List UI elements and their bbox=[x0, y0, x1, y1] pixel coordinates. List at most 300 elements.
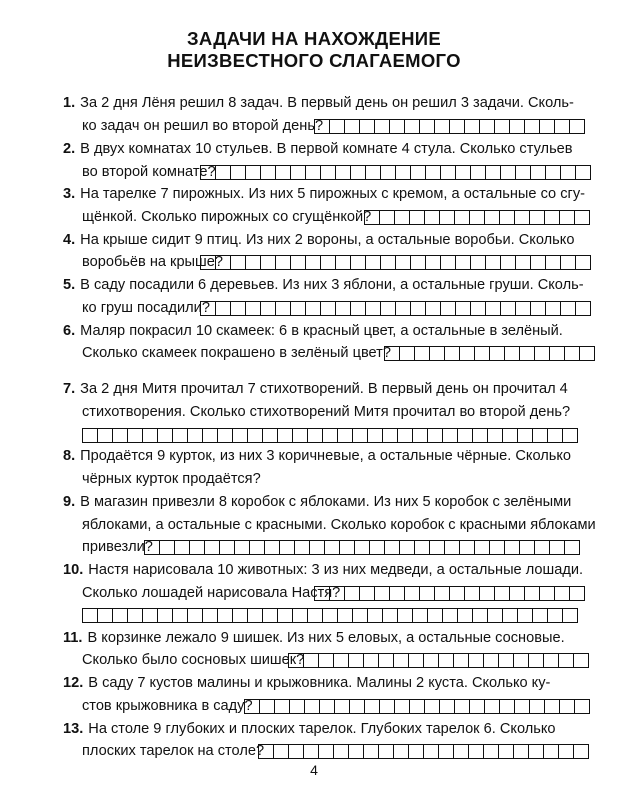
answer-cell[interactable] bbox=[474, 346, 489, 361]
answer-cell[interactable] bbox=[515, 255, 530, 270]
answer-cell[interactable] bbox=[485, 301, 500, 316]
answer-cell[interactable] bbox=[564, 540, 580, 555]
answer-cell[interactable] bbox=[483, 744, 498, 759]
answer-cell[interactable] bbox=[82, 608, 97, 623]
answer-cell[interactable] bbox=[245, 165, 260, 180]
answer-cell[interactable] bbox=[393, 653, 408, 668]
answer-cell[interactable] bbox=[219, 540, 234, 555]
answer-cell[interactable] bbox=[494, 119, 509, 134]
answer-cell[interactable] bbox=[440, 301, 455, 316]
answer-cell[interactable] bbox=[314, 119, 329, 134]
answer-cell[interactable] bbox=[230, 301, 245, 316]
answer-cell[interactable] bbox=[517, 428, 532, 443]
answer-cell[interactable] bbox=[454, 210, 469, 225]
answer-boxes[interactable] bbox=[200, 165, 591, 180]
answer-cell[interactable] bbox=[569, 586, 585, 601]
answer-cell[interactable] bbox=[429, 346, 444, 361]
answer-cell[interactable] bbox=[573, 744, 589, 759]
answer-cell[interactable] bbox=[264, 540, 279, 555]
answer-cell[interactable] bbox=[303, 744, 318, 759]
answer-boxes[interactable] bbox=[200, 255, 591, 270]
answer-cell[interactable] bbox=[479, 586, 494, 601]
answer-cell[interactable] bbox=[408, 744, 423, 759]
answer-cell[interactable] bbox=[502, 428, 517, 443]
answer-cell[interactable] bbox=[409, 210, 424, 225]
answer-cell[interactable] bbox=[294, 540, 309, 555]
answer-cell[interactable] bbox=[573, 653, 589, 668]
answer-cell[interactable] bbox=[318, 653, 333, 668]
answer-cell[interactable] bbox=[509, 119, 524, 134]
answer-cell[interactable] bbox=[364, 210, 379, 225]
answer-cell[interactable] bbox=[369, 540, 384, 555]
answer-cell[interactable] bbox=[262, 608, 277, 623]
answer-cell[interactable] bbox=[575, 165, 591, 180]
answer-cell[interactable] bbox=[337, 428, 352, 443]
answer-cell[interactable] bbox=[472, 608, 487, 623]
answer-cell[interactable] bbox=[337, 608, 352, 623]
answer-cell[interactable] bbox=[558, 653, 573, 668]
answer-cell[interactable] bbox=[380, 165, 395, 180]
answer-cell[interactable] bbox=[513, 744, 528, 759]
answer-cell[interactable] bbox=[359, 119, 374, 134]
answer-cell[interactable] bbox=[500, 301, 515, 316]
answer-cell[interactable] bbox=[483, 653, 498, 668]
answer-cell[interactable] bbox=[549, 346, 564, 361]
answer-cell[interactable] bbox=[438, 653, 453, 668]
answer-cell[interactable] bbox=[290, 301, 305, 316]
answer-cell[interactable] bbox=[215, 255, 230, 270]
answer-cell[interactable] bbox=[449, 119, 464, 134]
answer-cell[interactable] bbox=[419, 586, 434, 601]
answer-cell[interactable] bbox=[217, 428, 232, 443]
answer-cell[interactable] bbox=[399, 540, 414, 555]
answer-cell[interactable] bbox=[112, 428, 127, 443]
answer-cell[interactable] bbox=[423, 744, 438, 759]
answer-cell[interactable] bbox=[453, 653, 468, 668]
answer-cell[interactable] bbox=[187, 608, 202, 623]
answer-cell[interactable] bbox=[393, 744, 408, 759]
answer-cell[interactable] bbox=[455, 301, 470, 316]
answer-cell[interactable] bbox=[530, 165, 545, 180]
answer-cell[interactable] bbox=[434, 119, 449, 134]
answer-boxes[interactable] bbox=[82, 428, 578, 443]
answer-cell[interactable] bbox=[97, 428, 112, 443]
answer-cell[interactable] bbox=[534, 540, 549, 555]
answer-cell[interactable] bbox=[187, 428, 202, 443]
answer-cell[interactable] bbox=[189, 540, 204, 555]
answer-cell[interactable] bbox=[498, 744, 513, 759]
answer-cell[interactable] bbox=[440, 255, 455, 270]
answer-cell[interactable] bbox=[499, 699, 514, 714]
answer-cell[interactable] bbox=[439, 210, 454, 225]
answer-cell[interactable] bbox=[200, 255, 215, 270]
answer-cell[interactable] bbox=[112, 608, 127, 623]
answer-cell[interactable] bbox=[157, 428, 172, 443]
answer-cell[interactable] bbox=[305, 255, 320, 270]
answer-cell[interactable] bbox=[365, 165, 380, 180]
answer-cell[interactable] bbox=[485, 255, 500, 270]
answer-cell[interactable] bbox=[410, 255, 425, 270]
answer-cell[interactable] bbox=[429, 540, 444, 555]
answer-cell[interactable] bbox=[279, 540, 294, 555]
answer-cell[interactable] bbox=[389, 586, 404, 601]
answer-cell[interactable] bbox=[322, 428, 337, 443]
answer-cell[interactable] bbox=[363, 653, 378, 668]
answer-cell[interactable] bbox=[544, 699, 559, 714]
answer-cell[interactable] bbox=[442, 608, 457, 623]
answer-cell[interactable] bbox=[230, 255, 245, 270]
answer-cell[interactable] bbox=[562, 608, 578, 623]
answer-cell[interactable] bbox=[425, 255, 440, 270]
answer-cell[interactable] bbox=[320, 165, 335, 180]
answer-cell[interactable] bbox=[414, 346, 429, 361]
answer-cell[interactable] bbox=[397, 428, 412, 443]
answer-cell[interactable] bbox=[277, 428, 292, 443]
answer-cell[interactable] bbox=[575, 301, 591, 316]
answer-cell[interactable] bbox=[397, 608, 412, 623]
answer-cell[interactable] bbox=[324, 540, 339, 555]
answer-cell[interactable] bbox=[543, 653, 558, 668]
answer-cell[interactable] bbox=[517, 608, 532, 623]
answer-cell[interactable] bbox=[560, 165, 575, 180]
answer-cell[interactable] bbox=[459, 346, 474, 361]
answer-cell[interactable] bbox=[247, 608, 262, 623]
answer-cell[interactable] bbox=[97, 608, 112, 623]
answer-boxes[interactable] bbox=[314, 119, 585, 134]
answer-cell[interactable] bbox=[534, 346, 549, 361]
answer-cell[interactable] bbox=[539, 586, 554, 601]
answer-cell[interactable] bbox=[474, 540, 489, 555]
answer-cell[interactable] bbox=[519, 540, 534, 555]
answer-cell[interactable] bbox=[319, 699, 334, 714]
answer-cell[interactable] bbox=[440, 165, 455, 180]
answer-cell[interactable] bbox=[379, 699, 394, 714]
answer-cell[interactable] bbox=[142, 608, 157, 623]
answer-cell[interactable] bbox=[470, 165, 485, 180]
answer-cell[interactable] bbox=[539, 119, 554, 134]
answer-cell[interactable] bbox=[500, 255, 515, 270]
answer-cell[interactable] bbox=[352, 428, 367, 443]
answer-cell[interactable] bbox=[215, 301, 230, 316]
answer-cell[interactable] bbox=[204, 540, 219, 555]
answer-cell[interactable] bbox=[504, 346, 519, 361]
answer-cell[interactable] bbox=[412, 608, 427, 623]
answer-cell[interactable] bbox=[352, 608, 367, 623]
answer-cell[interactable] bbox=[320, 255, 335, 270]
answer-cell[interactable] bbox=[559, 210, 574, 225]
answer-cell[interactable] bbox=[247, 428, 262, 443]
answer-cell[interactable] bbox=[434, 586, 449, 601]
answer-cell[interactable] bbox=[569, 119, 585, 134]
answer-cell[interactable] bbox=[159, 540, 174, 555]
answer-cell[interactable] bbox=[412, 428, 427, 443]
answer-cell[interactable] bbox=[513, 653, 528, 668]
answer-cell[interactable] bbox=[489, 540, 504, 555]
answer-cell[interactable] bbox=[314, 586, 329, 601]
answer-cell[interactable] bbox=[444, 346, 459, 361]
answer-cell[interactable] bbox=[394, 699, 409, 714]
answer-cell[interactable] bbox=[457, 428, 472, 443]
answer-cell[interactable] bbox=[424, 699, 439, 714]
answer-cell[interactable] bbox=[384, 346, 399, 361]
answer-cell[interactable] bbox=[142, 428, 157, 443]
answer-boxes[interactable] bbox=[314, 586, 585, 601]
answer-cell[interactable] bbox=[329, 119, 344, 134]
answer-boxes[interactable] bbox=[258, 744, 589, 759]
answer-cell[interactable] bbox=[333, 744, 348, 759]
answer-cell[interactable] bbox=[230, 165, 245, 180]
answer-cell[interactable] bbox=[350, 165, 365, 180]
answer-cell[interactable] bbox=[515, 165, 530, 180]
answer-cell[interactable] bbox=[529, 699, 544, 714]
answer-cell[interactable] bbox=[395, 301, 410, 316]
answer-cell[interactable] bbox=[329, 586, 344, 601]
answer-cell[interactable] bbox=[469, 699, 484, 714]
answer-cell[interactable] bbox=[509, 586, 524, 601]
answer-cell[interactable] bbox=[349, 699, 364, 714]
answer-cell[interactable] bbox=[439, 699, 454, 714]
answer-cell[interactable] bbox=[365, 301, 380, 316]
answer-cell[interactable] bbox=[449, 586, 464, 601]
answer-cell[interactable] bbox=[427, 608, 442, 623]
answer-cell[interactable] bbox=[258, 744, 273, 759]
answer-cell[interactable] bbox=[350, 301, 365, 316]
answer-cell[interactable] bbox=[378, 653, 393, 668]
answer-cell[interactable] bbox=[487, 428, 502, 443]
answer-cell[interactable] bbox=[292, 428, 307, 443]
answer-cell[interactable] bbox=[464, 586, 479, 601]
answer-cell[interactable] bbox=[470, 301, 485, 316]
answer-boxes[interactable] bbox=[364, 210, 590, 225]
answer-cell[interactable] bbox=[547, 428, 562, 443]
answer-cell[interactable] bbox=[382, 608, 397, 623]
answer-cell[interactable] bbox=[532, 428, 547, 443]
answer-cell[interactable] bbox=[455, 255, 470, 270]
answer-cell[interactable] bbox=[289, 699, 304, 714]
answer-cell[interactable] bbox=[172, 428, 187, 443]
answer-cell[interactable] bbox=[232, 608, 247, 623]
answer-cell[interactable] bbox=[498, 653, 513, 668]
answer-cell[interactable] bbox=[260, 255, 275, 270]
answer-cell[interactable] bbox=[408, 653, 423, 668]
answer-cell[interactable] bbox=[303, 653, 318, 668]
answer-cell[interactable] bbox=[532, 608, 547, 623]
answer-cell[interactable] bbox=[554, 119, 569, 134]
answer-cell[interactable] bbox=[562, 428, 578, 443]
answer-cell[interactable] bbox=[335, 301, 350, 316]
answer-cell[interactable] bbox=[374, 586, 389, 601]
answer-cell[interactable] bbox=[494, 586, 509, 601]
answer-cell[interactable] bbox=[395, 165, 410, 180]
answer-cell[interactable] bbox=[307, 428, 322, 443]
answer-cell[interactable] bbox=[275, 165, 290, 180]
answer-cell[interactable] bbox=[579, 346, 595, 361]
answer-cell[interactable] bbox=[528, 744, 543, 759]
answer-cell[interactable] bbox=[484, 210, 499, 225]
answer-cell[interactable] bbox=[470, 255, 485, 270]
answer-cell[interactable] bbox=[530, 301, 545, 316]
answer-cell[interactable] bbox=[200, 301, 215, 316]
answer-cell[interactable] bbox=[500, 165, 515, 180]
answer-cell[interactable] bbox=[350, 255, 365, 270]
answer-cell[interactable] bbox=[172, 608, 187, 623]
answer-cell[interactable] bbox=[380, 255, 395, 270]
answer-boxes[interactable] bbox=[200, 301, 591, 316]
answer-cell[interactable] bbox=[374, 119, 389, 134]
answer-cell[interactable] bbox=[232, 428, 247, 443]
answer-cell[interactable] bbox=[399, 346, 414, 361]
answer-cell[interactable] bbox=[410, 165, 425, 180]
answer-cell[interactable] bbox=[564, 346, 579, 361]
answer-cell[interactable] bbox=[425, 165, 440, 180]
answer-cell[interactable] bbox=[127, 608, 142, 623]
answer-cell[interactable] bbox=[380, 301, 395, 316]
answer-cell[interactable] bbox=[277, 608, 292, 623]
answer-cell[interactable] bbox=[363, 744, 378, 759]
answer-cell[interactable] bbox=[519, 346, 534, 361]
answer-cell[interactable] bbox=[395, 255, 410, 270]
answer-cell[interactable] bbox=[414, 540, 429, 555]
answer-cell[interactable] bbox=[544, 210, 559, 225]
answer-cell[interactable] bbox=[404, 119, 419, 134]
answer-cell[interactable] bbox=[514, 699, 529, 714]
answer-cell[interactable] bbox=[215, 165, 230, 180]
answer-cell[interactable] bbox=[545, 255, 560, 270]
answer-cell[interactable] bbox=[423, 653, 438, 668]
answer-cell[interactable] bbox=[348, 744, 363, 759]
answer-cell[interactable] bbox=[335, 165, 350, 180]
answer-cell[interactable] bbox=[244, 699, 259, 714]
answer-cell[interactable] bbox=[524, 119, 539, 134]
answer-cell[interactable] bbox=[260, 301, 275, 316]
answer-cell[interactable] bbox=[384, 540, 399, 555]
answer-cell[interactable] bbox=[484, 699, 499, 714]
answer-cell[interactable] bbox=[549, 540, 564, 555]
answer-cell[interactable] bbox=[558, 744, 573, 759]
answer-cell[interactable] bbox=[322, 608, 337, 623]
answer-cell[interactable] bbox=[479, 119, 494, 134]
answer-cell[interactable] bbox=[260, 165, 275, 180]
answer-cell[interactable] bbox=[200, 165, 215, 180]
answer-cell[interactable] bbox=[554, 586, 569, 601]
answer-cell[interactable] bbox=[307, 608, 322, 623]
answer-boxes[interactable] bbox=[82, 608, 578, 623]
answer-cell[interactable] bbox=[419, 119, 434, 134]
answer-cell[interactable] bbox=[245, 301, 260, 316]
answer-cell[interactable] bbox=[528, 653, 543, 668]
answer-cell[interactable] bbox=[453, 744, 468, 759]
answer-cell[interactable] bbox=[459, 540, 474, 555]
answer-cell[interactable] bbox=[504, 540, 519, 555]
answer-cell[interactable] bbox=[389, 119, 404, 134]
answer-cell[interactable] bbox=[245, 255, 260, 270]
answer-cell[interactable] bbox=[559, 699, 574, 714]
answer-boxes[interactable] bbox=[384, 346, 595, 361]
answer-boxes[interactable] bbox=[144, 540, 580, 555]
answer-cell[interactable] bbox=[487, 608, 502, 623]
answer-cell[interactable] bbox=[468, 653, 483, 668]
answer-cell[interactable] bbox=[529, 210, 544, 225]
answer-cell[interactable] bbox=[217, 608, 232, 623]
answer-cell[interactable] bbox=[334, 699, 349, 714]
answer-cell[interactable] bbox=[288, 744, 303, 759]
answer-cell[interactable] bbox=[305, 301, 320, 316]
answer-cell[interactable] bbox=[290, 165, 305, 180]
answer-cell[interactable] bbox=[127, 428, 142, 443]
answer-cell[interactable] bbox=[560, 255, 575, 270]
answer-cell[interactable] bbox=[543, 744, 558, 759]
answer-cell[interactable] bbox=[438, 744, 453, 759]
answer-cell[interactable] bbox=[262, 428, 277, 443]
answer-cell[interactable] bbox=[455, 165, 470, 180]
answer-cell[interactable] bbox=[502, 608, 517, 623]
answer-cell[interactable] bbox=[274, 699, 289, 714]
answer-cell[interactable] bbox=[499, 210, 514, 225]
answer-cell[interactable] bbox=[444, 540, 459, 555]
answer-cell[interactable] bbox=[489, 346, 504, 361]
answer-cell[interactable] bbox=[273, 744, 288, 759]
answer-cell[interactable] bbox=[560, 301, 575, 316]
answer-cell[interactable] bbox=[174, 540, 189, 555]
answer-boxes[interactable] bbox=[244, 699, 590, 714]
answer-cell[interactable] bbox=[485, 165, 500, 180]
answer-cell[interactable] bbox=[394, 210, 409, 225]
answer-cell[interactable] bbox=[382, 428, 397, 443]
answer-cell[interactable] bbox=[292, 608, 307, 623]
answer-cell[interactable] bbox=[275, 301, 290, 316]
answer-cell[interactable] bbox=[202, 608, 217, 623]
answer-cell[interactable] bbox=[335, 255, 350, 270]
answer-cell[interactable] bbox=[545, 301, 560, 316]
answer-cell[interactable] bbox=[469, 210, 484, 225]
answer-cell[interactable] bbox=[275, 255, 290, 270]
answer-cell[interactable] bbox=[367, 428, 382, 443]
answer-cell[interactable] bbox=[575, 255, 591, 270]
answer-cell[interactable] bbox=[365, 255, 380, 270]
answer-cell[interactable] bbox=[318, 744, 333, 759]
answer-cell[interactable] bbox=[305, 165, 320, 180]
answer-cell[interactable] bbox=[259, 699, 274, 714]
answer-cell[interactable] bbox=[379, 210, 394, 225]
answer-cell[interactable] bbox=[468, 744, 483, 759]
answer-cell[interactable] bbox=[425, 301, 440, 316]
answer-cell[interactable] bbox=[234, 540, 249, 555]
answer-cell[interactable] bbox=[424, 210, 439, 225]
answer-cell[interactable] bbox=[530, 255, 545, 270]
answer-cell[interactable] bbox=[524, 586, 539, 601]
answer-cell[interactable] bbox=[304, 699, 319, 714]
answer-cell[interactable] bbox=[427, 428, 442, 443]
answer-cell[interactable] bbox=[359, 586, 374, 601]
answer-cell[interactable] bbox=[249, 540, 264, 555]
answer-cell[interactable] bbox=[309, 540, 324, 555]
answer-cell[interactable] bbox=[320, 301, 335, 316]
answer-cell[interactable] bbox=[157, 608, 172, 623]
answer-cell[interactable] bbox=[367, 608, 382, 623]
answer-cell[interactable] bbox=[339, 540, 354, 555]
answer-cell[interactable] bbox=[472, 428, 487, 443]
answer-cell[interactable] bbox=[454, 699, 469, 714]
answer-cell[interactable] bbox=[457, 608, 472, 623]
answer-cell[interactable] bbox=[333, 653, 348, 668]
answer-cell[interactable] bbox=[574, 699, 590, 714]
answer-cell[interactable] bbox=[344, 586, 359, 601]
answer-cell[interactable] bbox=[410, 301, 425, 316]
answer-cell[interactable] bbox=[442, 428, 457, 443]
answer-cell[interactable] bbox=[144, 540, 159, 555]
answer-cell[interactable] bbox=[348, 653, 363, 668]
answer-cell[interactable] bbox=[574, 210, 590, 225]
